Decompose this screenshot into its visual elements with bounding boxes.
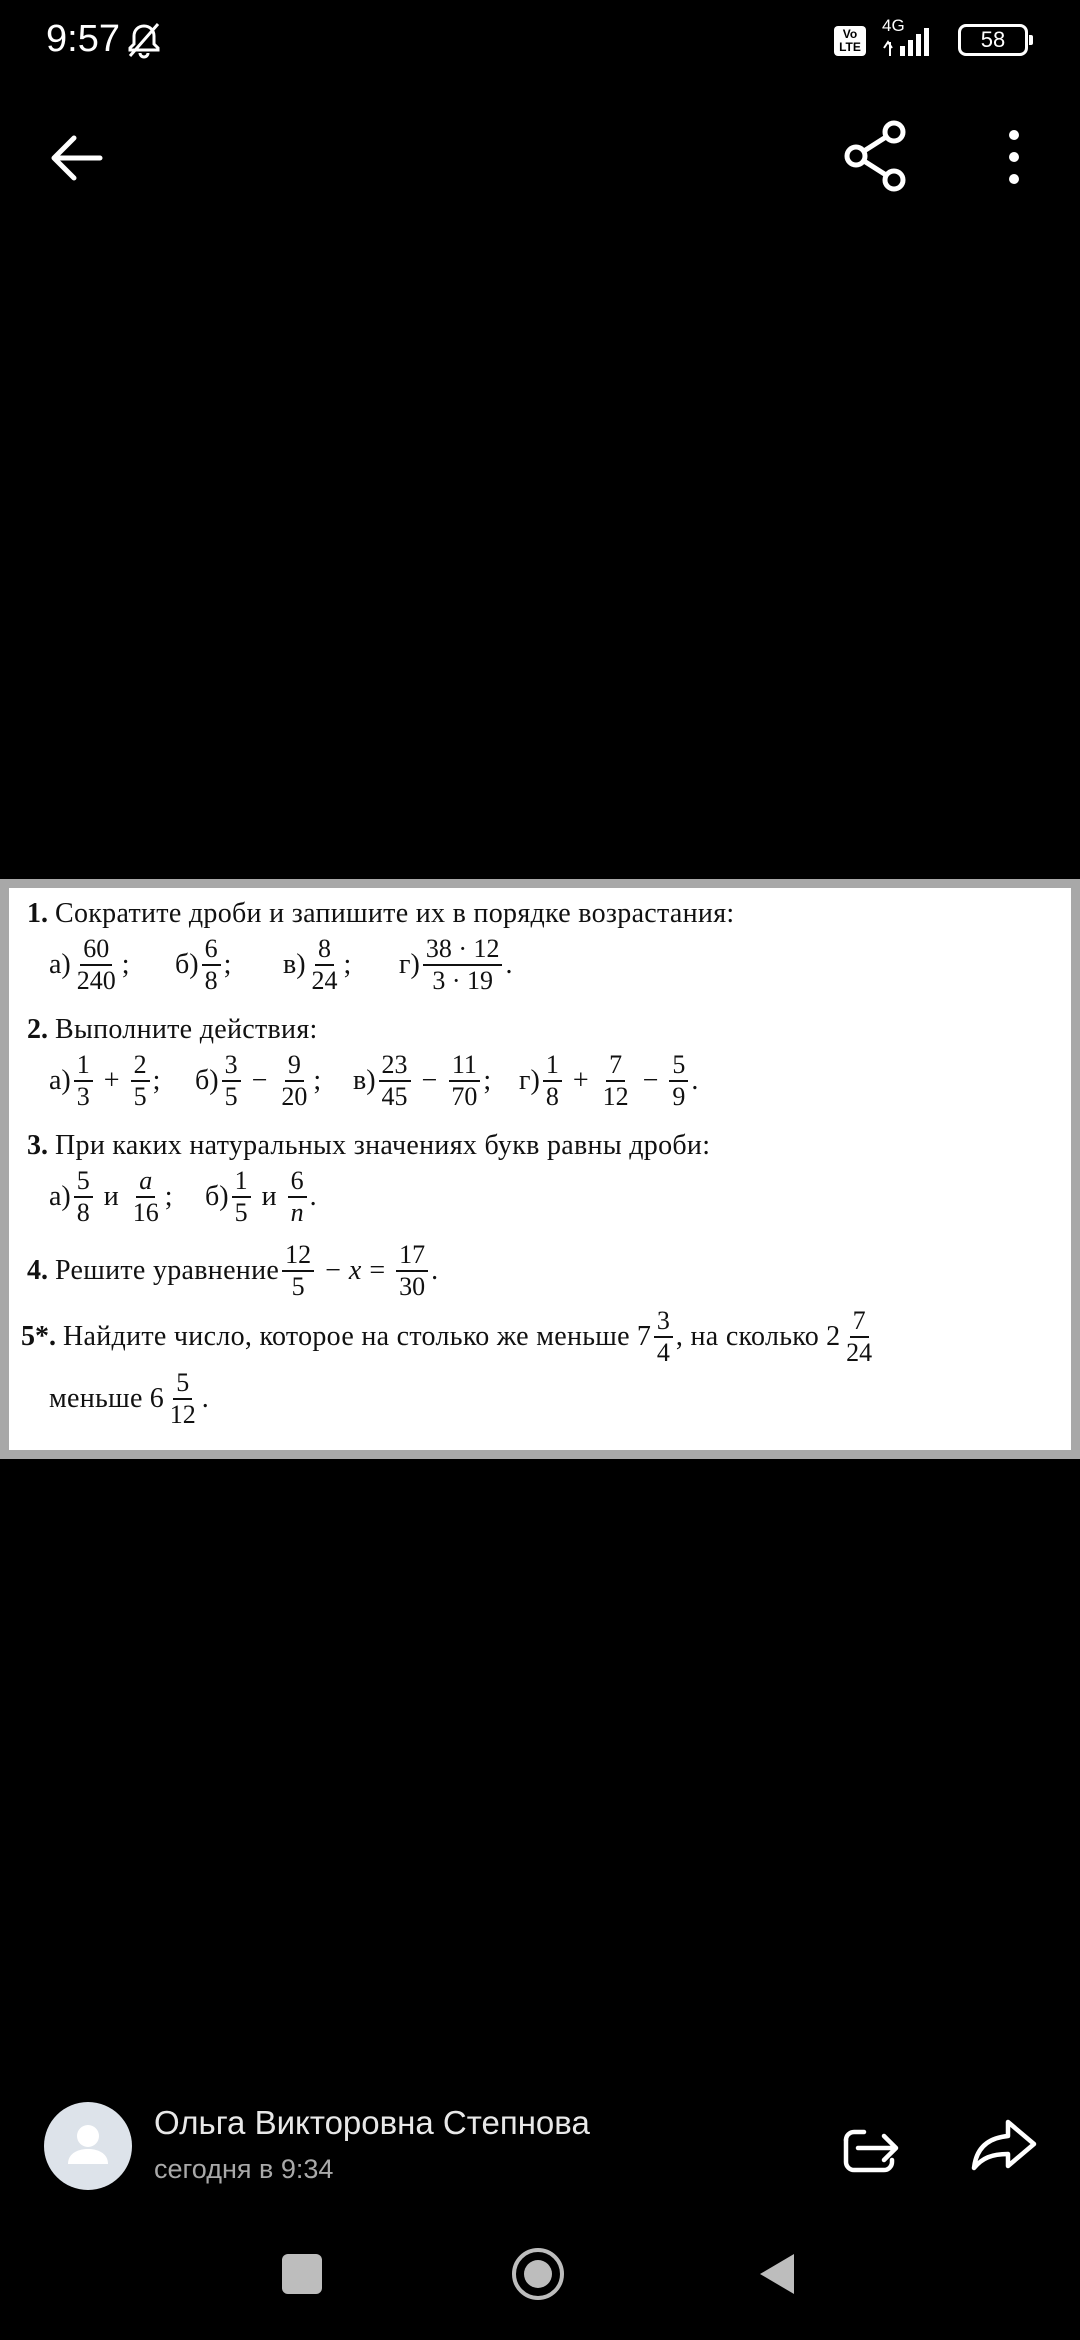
- person-icon: [44, 2102, 132, 2190]
- sent-time: сегодня в 9:34: [154, 2154, 334, 2184]
- task-2a: а) $\frac{1}{3}$ + $\frac{2}{5}$ ;: [49, 1050, 161, 1111]
- task-5-line-2: меньше 6 $\frac{5}{12}$ .: [49, 1368, 209, 1429]
- volte-icon: Vo LTE: [834, 26, 866, 56]
- task-2v: в) $\frac{23}{45}$ − $\frac{11}{70}$ ;: [353, 1050, 492, 1111]
- reply-button[interactable]: [836, 2110, 906, 2180]
- more-options-button[interactable]: [990, 122, 1038, 192]
- forward-button[interactable]: [966, 2110, 1042, 2180]
- nav-back-button[interactable]: [756, 2250, 800, 2298]
- signal-icon: [880, 22, 944, 58]
- avatar[interactable]: [44, 2102, 132, 2190]
- task-3a: а) $\frac{5}{8}$ и $\frac{a}{16}$ ;: [49, 1166, 173, 1227]
- photo-viewer[interactable]: [0, 879, 1080, 1459]
- network-type: 4G: [882, 16, 905, 35]
- task-4: 4. Решите уравнение $\frac{12}{5}$ − x = $\frac{17}{30}$ .: [27, 1240, 439, 1301]
- status-bar: [0, 0, 1080, 80]
- sender-name: Ольга Викторовна Степнова: [154, 2104, 590, 2141]
- task-3b: б) $\frac{1}{5}$ и $\frac{6}{n}$ .: [205, 1166, 317, 1227]
- home-button[interactable]: [510, 2246, 566, 2302]
- back-button[interactable]: [44, 126, 108, 190]
- task-5-line-1: 5*. Найдите число, которое на столько же меньше 7 $\frac{3}{4}$ , на сколько 2 $\frac{7}{24}$: [21, 1306, 873, 1367]
- task-2b: б) $\frac{3}{5}$ − $\frac{9}{20}$ ;: [195, 1050, 322, 1111]
- task-1g: г) $\frac{38 \cdot 12}{3 \cdot 19}$ .: [399, 934, 513, 995]
- task-2g: г) $\frac{1}{8}$ + $\frac{7}{12}$ − $\frac{5}{9}$ .: [519, 1050, 699, 1111]
- task-1v: в) $\frac{8}{24}$ ;: [283, 934, 352, 995]
- homework-photo: [9, 888, 1071, 1450]
- battery-indicator: 58: [958, 24, 1028, 56]
- task-1a: а) $\frac{60}{240}$ ;: [49, 934, 130, 995]
- task-1b: б) $\frac{6}{8}$ ;: [175, 934, 232, 995]
- task-1-heading: 1. Сократите дроби и запишите их в порядке возрастания:: [27, 898, 735, 929]
- share-button[interactable]: [838, 118, 914, 194]
- recent-apps-button[interactable]: [282, 2254, 322, 2294]
- task-2-heading: 2. Выполните действия:: [27, 1014, 318, 1045]
- status-time: 9:57: [46, 18, 120, 60]
- task-3-heading: 3. При каких натуральных значениях букв равны дроби:: [27, 1130, 711, 1161]
- notifications-off-icon: [124, 20, 164, 60]
